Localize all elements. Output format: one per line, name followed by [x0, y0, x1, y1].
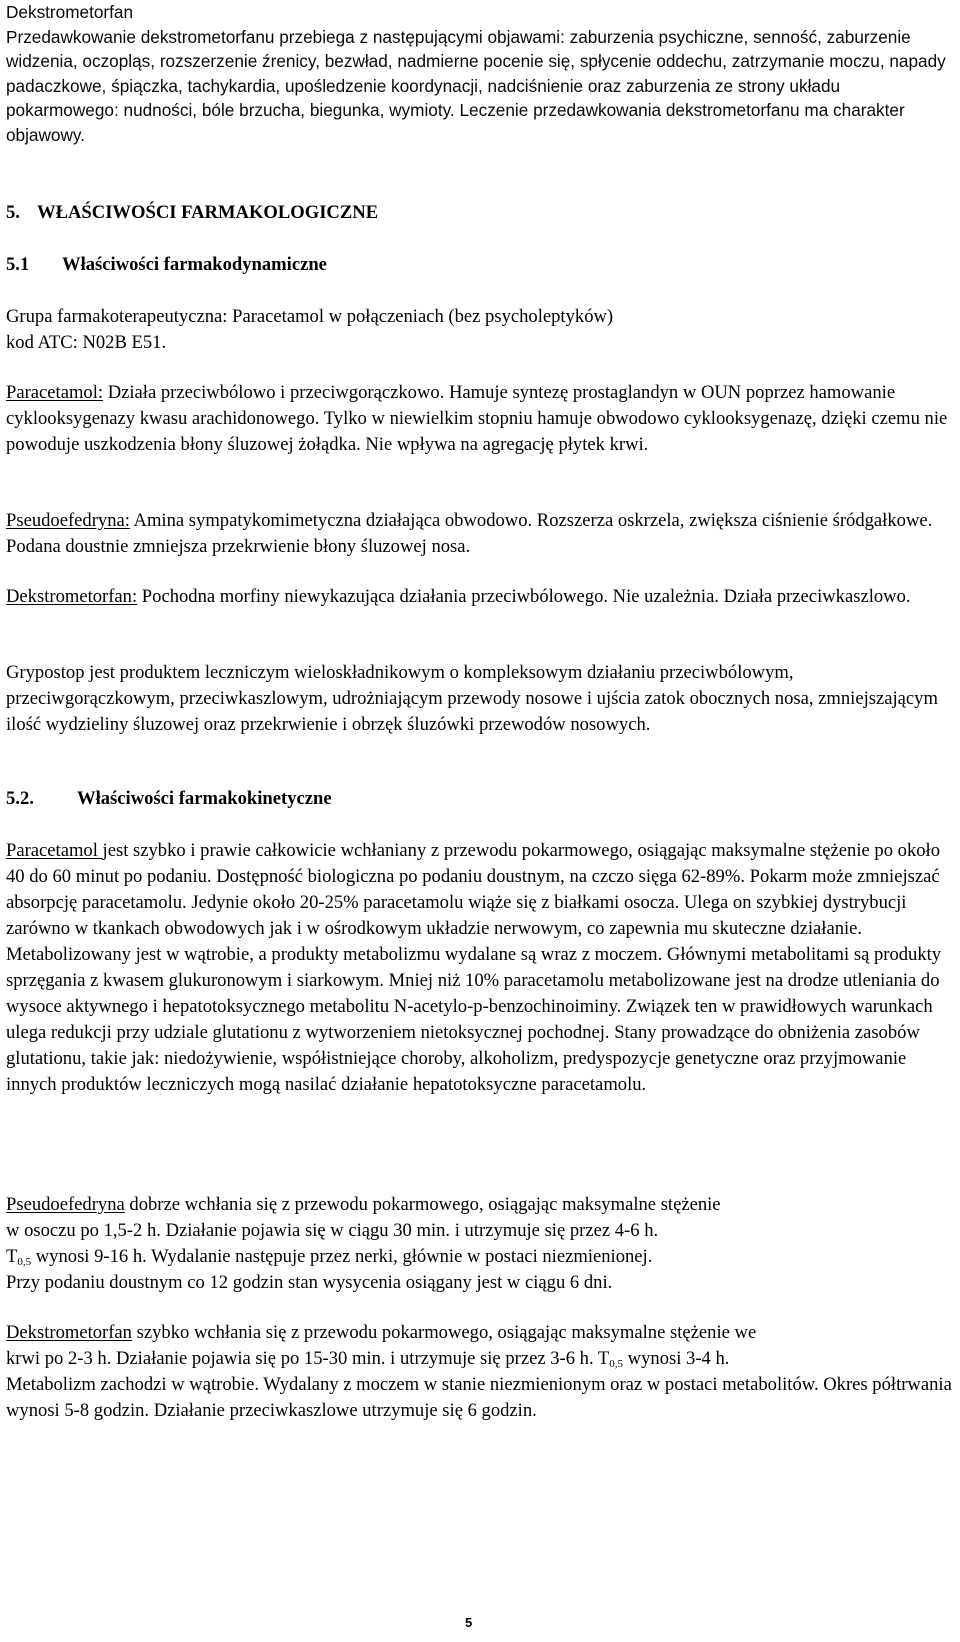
group-line: Grupa farmakoterapeutyczna: Paracetamol w połączeniach (bez psycholeptyków) [6, 306, 614, 327]
dex-pk-rest: Metabolizm zachodzi w wątrobie. Wydalany z moczem w stanie niezmienionym oraz w postaci metabolitów. Okres półtrwania wynosi 5-8 godzin. Działanie przeciwkaszlowe utrzymuje się 6 godzin. [6, 1374, 952, 1421]
section-5-1-heading [6, 252, 327, 278]
paracetamol-pharmacokinetics [6, 838, 954, 1098]
section-5-number: 5. [6, 202, 20, 223]
section-5-title: WŁAŚCIWOŚCI FARMAKOLOGICZNE [37, 202, 379, 223]
overdose-paragraph: Przedawkowanie dekstrometorfanu przebiega z następującymi objawami: zaburzenia psychiczne, senność, zaburzenie widzenia, oczopląs, rozszerzenie źrenicy, bezwład, nadmierne pocenie się, spłycenie oddechu, zatrzymanie moczu, napady padaczkowe, śpiączka, tachykardia, upośledzenie koordynacji, nadciśnienie oraz zaburzenia ze strony układu pokarmowego: nudności, bóle brzucha, biegunka, wymioty. Leczenie przedawkowania dekstrometorfanu ma charakter objawowy. [6, 26, 946, 145]
pseudo-pk-line-1-text: dobrze wchłania się z przewodu pokarmowego, osiągając maksymalne stężenie [124, 1194, 721, 1215]
dekstrometorfan-label: Dekstrometorfan: [6, 586, 138, 607]
paracetamol-pharmacodynamics [6, 380, 954, 458]
section-5-2-number: 5.2. [6, 788, 34, 809]
dex-pk-line-1 [6, 1320, 954, 1346]
pseudo-pk-label: Pseudoefedryna [6, 1194, 125, 1215]
dex-pk-line-2-a: krwi po 2-3 h. Działanie pojawia się po 15-30 min. i utrzymuje się przez 3-6 h. T [6, 1348, 610, 1369]
pseudo-pk-line-1 [6, 1192, 954, 1218]
dekstrometorfan-pharmacodynamics [6, 584, 954, 610]
paracetamol-text: Działa przeciwbólowo i przeciwgorączkowo. Hamuje syntezę prostaglandyn w OUN poprzez hamowanie cyklooksygenazy kwasu arachidonowego. Tylko w niewielkim stopniu hamuje obwodowo cyklooksygenazę, dzięki czemu nie powoduje uszkodzenia błony śluzowej żołądka. Nie wpływa na agregację płytek krwi. [6, 382, 948, 455]
section-5-2-heading [6, 786, 332, 812]
pseudo-pk-line-4: Przy podaniu doustnym co 12 godzin stan wysycenia osiągany jest w ciągu 6 dni. [6, 1272, 613, 1293]
pseudoefedryna-label: Pseudoefedryna: [6, 510, 130, 531]
page-number: 5 [465, 1615, 473, 1630]
pseudo-pk-line-3-text: wynosi 9-16 h. Wydalanie następuje przez nerki, głównie w postaci niezmienionej. [31, 1246, 653, 1267]
section-5-1-title: Właściwości farmakodynamiczne [62, 254, 327, 275]
pseudo-pk-t-symbol: T [6, 1246, 18, 1267]
paracetamol-pk-label: Paracetamol [6, 840, 103, 861]
dex-pk-line-2-b: wynosi 3-4 h. [623, 1348, 730, 1369]
grypostop-summary: Grypostop jest produktem leczniczym wieloskładnikowym o kompleksowym działaniu przeciwbólowym, przeciwgorączkowym, przeciwkaszlowym, udrożniającym przewody nosowe i ujścia zatok obocznych nosa, zmniejszającym ilość wydzieliny śluzowej oraz przekrwienie i obrzęk śluzówki przewodów nosowych. [6, 662, 938, 735]
overdose-section [6, 0, 954, 148]
pseudo-pk-line-3 [6, 1244, 954, 1270]
overdose-title: Dekstrometorfan [6, 2, 134, 22]
dex-pk-label: Dekstrometorfan [6, 1322, 132, 1343]
pharmacotherapeutic-group [6, 304, 954, 356]
pseudoefedryna-text: Amina sympatykomimetyczna działająca obwodowo. Rozszerza oskrzela, zwiększa ciśnienie śródgałkowe. Podana doustnie zmniejsza przekrwienie błony śluzowej nosa. [6, 510, 933, 557]
paracetamol-label: Paracetamol: [6, 382, 104, 403]
atc-code-line: kod ATC: N02B E51. [6, 332, 167, 353]
section-5-heading [6, 200, 378, 226]
paracetamol-pk-text: jest szybko i prawie całkowicie wchłaniany z przewodu pokarmowego, osiągając maksymalne stężenie po około 40 do 60 minut po podaniu. Dostępność biologiczna po podaniu doustnym, na czczo sięga 62-89%. Pokarm może zmniejszać absorpcję paracetamolu. Jedynie około 20-25% paracetamolu wiąże się z białkami osocza. Ulega on szybkiej dystrybucji zarówno w tkankach obwodowych jak i w ośrodkowym układzie nerwowym, co zapewnia mu skuteczne działanie. Metabolizowany jest w wątrobie, a produkty metabolizmu wydalane są wraz z moczem. Głównymi metabolitami są produkty sprzęgania z kwasem glukuronowym i siarkowym. Mniej niż 10% paracetamolu metabolizowane jest na drodze utleniania do wysoce aktywnego i hepatotoksycznego metabolitu N-acetylo-p-benzochinoiminy. Związek ten w prawidłowych warunkach ulega redukcji przy udziale glutationu z wytworzeniem nietoksycznej pochodnej. Stany prowadzące do obniżenia zasobów glutationu, takie jak: niedożywienie, współistniejące choroby, alkoholizm, predyspozycje genetyczne oraz przyjmowanie innych produktów leczniczych mogą nasilać działanie hepatotoksyczne paracetamolu. [6, 840, 942, 1095]
pseudo-pk-line-2: w osoczu po 1,5-2 h. Działanie pojawia się w ciągu 30 min. i utrzymuje się przez 4-6 h. [6, 1220, 659, 1241]
dex-pk-t-subscript: 0,5 [609, 1358, 624, 1370]
dekstrometorfan-text: Pochodna morfiny niewykazująca działania przeciwbólowego. Nie uzależnia. Działa przeciwkaszlowo. [137, 586, 911, 607]
pseudoefedryna-pharmacodynamics [6, 508, 954, 560]
section-5-2-title: Właściwości farmakokinetyczne [77, 788, 332, 809]
dex-pk-line-1-text: szybko wchłania się z przewodu pokarmowego, osiągając maksymalne stężenie we [131, 1322, 757, 1343]
section-5-1-number: 5.1 [6, 254, 30, 275]
dekstrometorfan-pharmacokinetics [6, 1320, 954, 1424]
pseudoefedryna-pharmacokinetics [6, 1192, 954, 1296]
pseudo-pk-t-subscript: 0,5 [17, 1256, 32, 1268]
dex-pk-line-2 [6, 1346, 954, 1372]
